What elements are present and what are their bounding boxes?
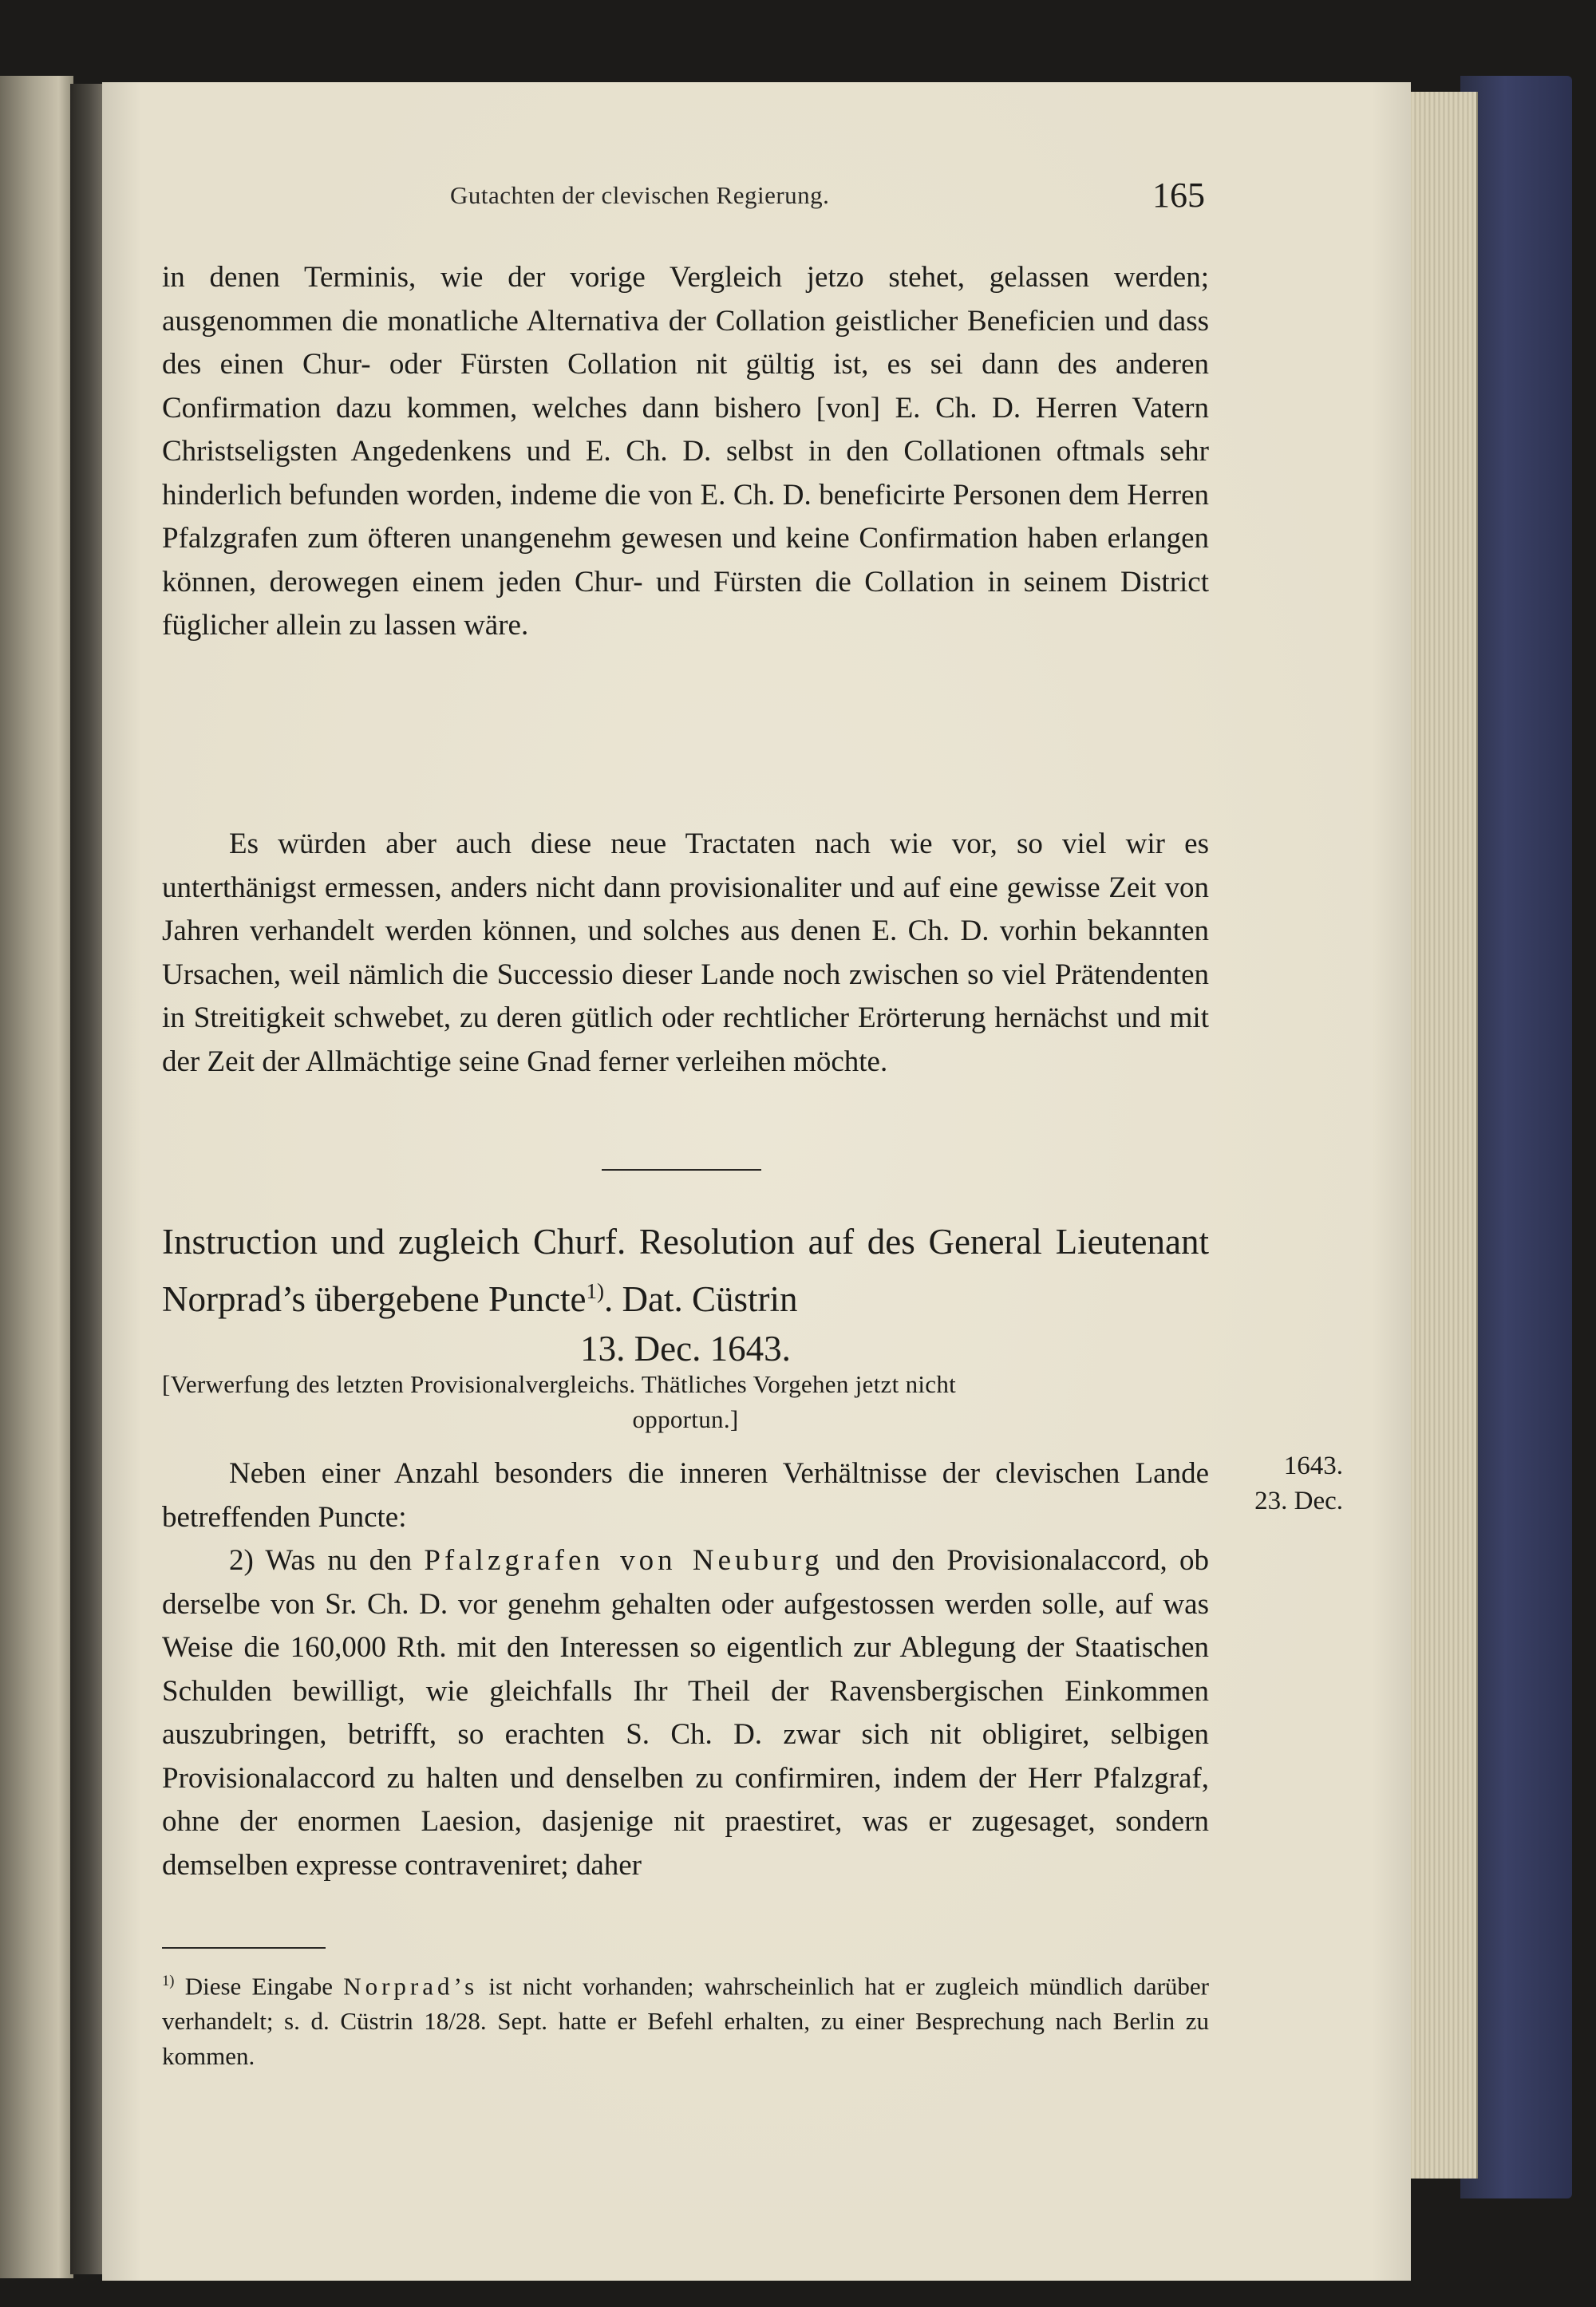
section-title-place: . Dat. Cüstrin	[604, 1279, 798, 1319]
footnote-reference: 1)	[586, 1279, 604, 1303]
section-title-date: 13. Dec. 1643.	[580, 1329, 791, 1369]
footnote-name: Norprad’s	[343, 1972, 479, 2001]
paragraph-rest: und den Provisionalaccord, ob derselbe von Sr. Ch. D. vor genehm gehalten oder aufgestossen werden solle, auf was Weise die 160,000 Rth. mit den Interessen so eigentlich zur Ablegung der Staatischen Schulden bewilligt, wie gleichfalls Ihr Theil der Ravensbergischen Einkommen auszubringen, betrifft, so erachten S. Ch. D. zwar sich nit obligiret, selbigen Provisionalaccord zu halten und denselben zu confirmiren, indem der Herr Pfalzgraf, ohne der enormen Laesion, dasjenige nit praestiret, was er zugesaget, sondern demselben expresse contraveniret; daher	[162, 1544, 1209, 1882]
person-name: Pfalzgrafen von Neuburg	[424, 1544, 824, 1577]
footnote	[162, 1964, 1209, 2074]
footnote-divider	[162, 1947, 326, 1949]
book-page	[102, 82, 1411, 2281]
summary-text-end: opportun.]	[632, 1405, 739, 1433]
section-summary	[162, 1367, 1209, 1437]
margin-year: 1643.	[1283, 1452, 1343, 1480]
paragraph	[162, 1539, 1209, 1887]
page-number: 165	[1152, 176, 1205, 215]
margin-day: 23. Dec.	[1254, 1487, 1343, 1515]
footnote-start: Diese Eingabe	[184, 1972, 334, 2001]
section-title-main: Instruction und zugleich Churf. Resolution auf des General Lieutenant Norprad’s übergebene Puncte	[162, 1222, 1209, 1319]
paragraph-start: 2) Was nu den	[229, 1544, 413, 1577]
second-paragraph-block	[162, 823, 1209, 1084]
paragraph: Es würden aber auch diese neue Tractaten nach wie vor, so viel wir es unterthänigst ermessen, anders nicht dann provisionaliter und auf eine gewisse Zeit von Jahren verhandelt werden können, und solches aus denen E. Ch. D. vorhin bekannten Ursachen, weil nämlich die Successio dieser Lande noch zwischen so viel Prätendenten in Streitigkeit schwebet, zu deren gütlich oder rechtlicher Erörterung hernächst und mit der Zeit der Allmächtige seine Gnad ferner verleihen möchte.	[162, 828, 1209, 1078]
instruction-text	[162, 1452, 1209, 1887]
opening-text	[162, 256, 1209, 648]
margin-date-note	[1223, 1448, 1343, 1519]
section-divider	[602, 1169, 761, 1171]
footnote-rest: ist nicht vorhanden; wahrscheinlich hat er zugleich mündlich darüber verhandelt; s. d. Cüstrin 18/28. Sept. hatte er Befehl erhalten, zu einer Besprechung nach Berlin zu kommen.	[162, 1972, 1209, 2071]
previous-page-edge	[0, 76, 73, 2278]
footnote-mark: 1)	[162, 1973, 175, 1989]
intro-paragraph: Neben einer Anzahl besonders die inneren Verhältnisse der clevischen Lande betreffenden Puncte:	[162, 1457, 1209, 1534]
running-head: Gutachten der clevischen Regierung.	[450, 181, 830, 209]
paragraph: in denen Terminis, wie der vorige Vergleich jetzo stehet, gelassen werden; ausgenommen die monatliche Alternativa der Collation geistlicher Beneficien und dass des einen Chur- oder Fürsten Collation nit gültig ist, es sei dann des anderen Confirmation dazu kommen, welches dann bishero [von] E. Ch. D. Herren Vatern Christseligsten Angedenkens und E. Ch. D. selbst in den Collationen oftmals sehr hinderlich befunden worden, indeme die von E. Ch. D. beneficirte Personen dem Herren Pfalzgrafen zum öfteren unangenehm gewesen und keine Confirmation haben erlangen können, derowegen einem jeden Chur- und Fürsten die Collation in seinem District füglicher allein zu lassen wäre.	[162, 261, 1209, 642]
section-title	[162, 1217, 1209, 1373]
summary-text: [Verwerfung des letzten Provisionalvergleichs. Thätliches Vorgehen jetzt nicht	[162, 1370, 957, 1398]
